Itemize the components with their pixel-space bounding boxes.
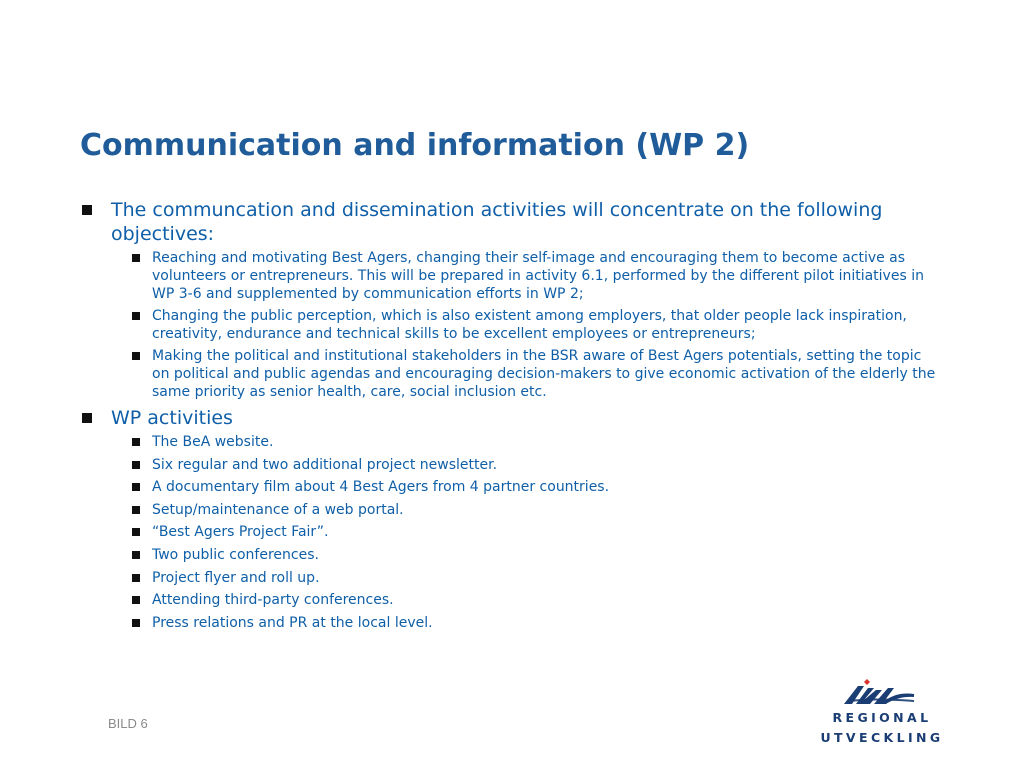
bullet-objectives xyxy=(80,198,940,246)
list-item xyxy=(132,307,940,343)
square-bullet-icon xyxy=(132,254,140,262)
bullet-text: The communcation and dissemination activities will concentrate on the following objectives: xyxy=(111,199,883,245)
list-item-text: Six regular and two additional project newsletter. xyxy=(152,456,498,473)
list-item-text: The BeA website. xyxy=(152,434,274,450)
objectives-list xyxy=(80,249,940,401)
list-item xyxy=(132,478,940,496)
slide-number-label: BILD 6 xyxy=(108,716,148,731)
regional-utveckling-logo xyxy=(808,672,948,752)
square-bullet-icon xyxy=(132,352,140,360)
logo-text-line2: UTVECKLING xyxy=(820,730,944,745)
square-bullet-icon xyxy=(132,438,140,446)
square-bullet-icon xyxy=(132,551,140,559)
logo-mark-icon xyxy=(842,678,916,708)
list-item xyxy=(132,456,940,474)
slide-title: Communication and information (WP 2) xyxy=(80,128,750,163)
slide-content xyxy=(80,198,940,637)
list-item xyxy=(132,546,940,564)
list-item xyxy=(132,433,940,451)
square-bullet-icon xyxy=(132,528,140,536)
square-bullet-icon xyxy=(82,205,92,215)
list-item xyxy=(132,591,940,609)
square-bullet-icon xyxy=(132,506,140,514)
list-item-text: Two public conferences. xyxy=(152,546,319,563)
list-item-text: Making the political and institutional stakeholders in the BSR aware of Best Agers potentials, setting the topic on political and public agendas and encouraging decision-makers to give economic activation of the elderly the same priority as senior health, care, social inclusion etc. xyxy=(152,348,936,400)
square-bullet-icon xyxy=(82,413,92,423)
bullet-wp-activities xyxy=(80,406,940,430)
list-item xyxy=(132,347,940,401)
square-bullet-icon xyxy=(132,312,140,320)
list-item xyxy=(132,249,940,303)
activities-list xyxy=(80,433,940,632)
list-item xyxy=(132,523,940,541)
list-item-text: Project flyer and roll up. xyxy=(152,569,320,586)
list-item-text: “Best Agers Project Fair”. xyxy=(152,524,329,541)
square-bullet-icon xyxy=(132,461,140,469)
list-item-text: Setup/maintenance of a web portal. xyxy=(152,501,404,518)
list-item-text: Attending third-party conferences. xyxy=(152,592,394,609)
list-item xyxy=(132,501,940,519)
list-item-text: A documentary film about 4 Best Agers from 4 partner countries. xyxy=(152,479,610,496)
square-bullet-icon xyxy=(132,574,140,582)
list-item-text: Changing the public perception, which is also existent among employers, that older people lack inspiration, creativity, endurance and technical skills to be excellent employees or entrepreneurs; xyxy=(152,308,907,342)
bullet-text: WP activities xyxy=(111,407,233,429)
list-item xyxy=(132,569,940,587)
square-bullet-icon xyxy=(132,596,140,604)
logo-text-line1: REGIONAL xyxy=(832,710,932,725)
square-bullet-icon xyxy=(132,483,140,491)
list-item-text: Press relations and PR at the local level. xyxy=(152,614,433,631)
square-bullet-icon xyxy=(132,619,140,627)
list-item-text: Reaching and motivating Best Agers, changing their self-image and encouraging them to become active as volunteers or entrepreneurs. This will be prepared in activity 6.1, performed by the different pilot initiatives in WP 3-6 and supplemented by communication efforts in WP 2; xyxy=(152,250,924,302)
list-item xyxy=(132,614,940,632)
